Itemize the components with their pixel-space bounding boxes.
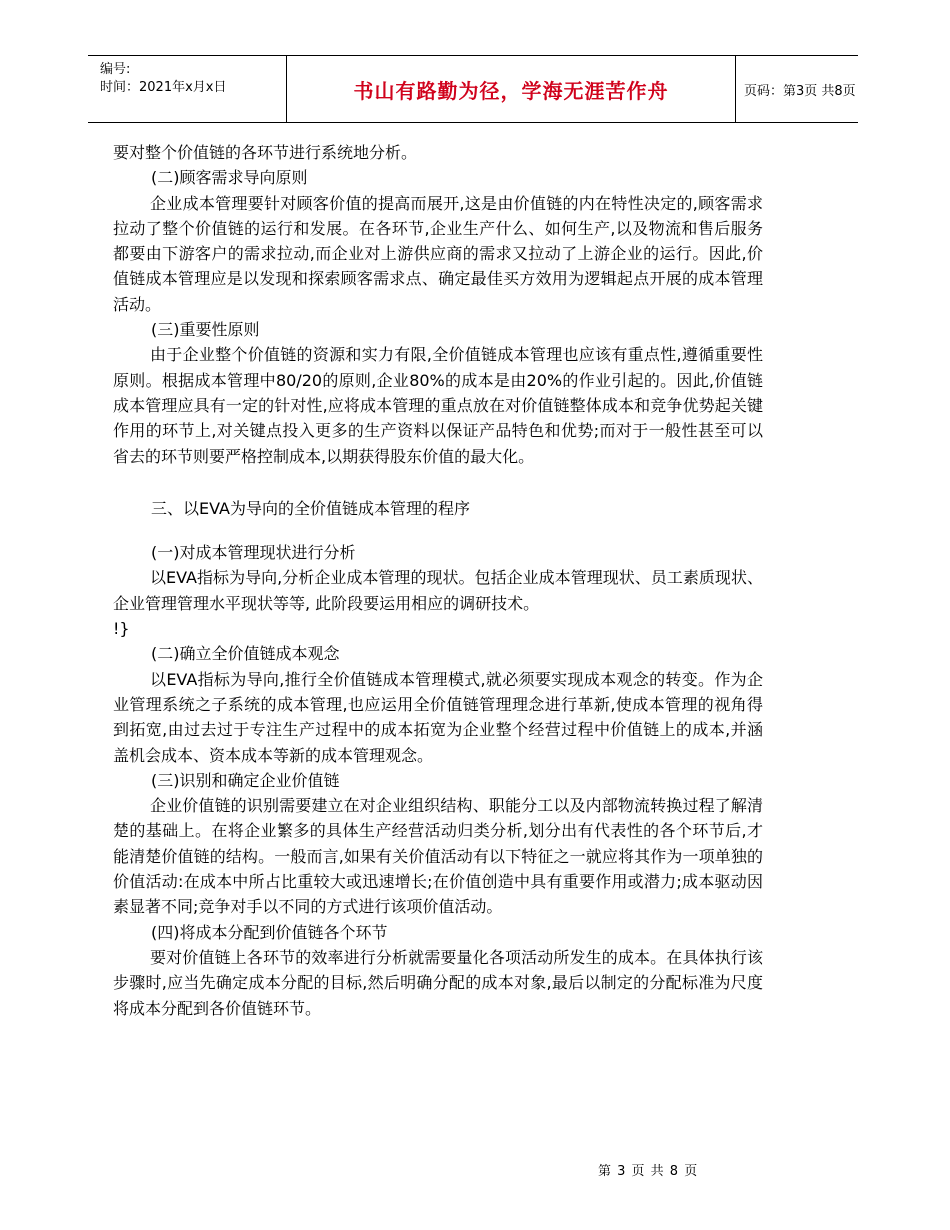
document-time-label: 时间：2021年x月x日: [100, 80, 227, 95]
paragraph: 以EVA指标为导向,分析企业成本管理的现状。包括企业成本管理现状、员工素质现状、企业管理管理水平现状等等, 此阶段要运用相应的调研技术。: [113, 568, 763, 613]
paragraph: 以EVA指标为导向,推行全价值链成本管理模式,就必须要实现成本观念的转变。作为企业管理系统之子系统的成本管理,也应运用全价值链管理理念进行革新,使成本管理的视角得到拓宽,由过去过于专注生产过程中的成本拓宽为企业整个经营过程中价值链上的成本,并涵盖机会成本、资本成本等新的成本管理观念。: [113, 669, 763, 765]
header-page-number: 页码：第3页 共8页: [744, 83, 856, 99]
paragraph: 由于企业整个价值链的资源和实力有限,全价值链成本管理也应该有重点性,遵循重要性原则。根据成本管理中80/20的原则,企业80%的成本是由20%的作业引起的。因此,价值链成本管理应具有一定的针对性,应将成本管理的重点放在对价值链整体成本和竞争优势起关键作用的环节上,对关键点投入更多的生产资料以保证产品特色和优势;而对于一般性甚至可以省去的环节则要严格控制成本,以期获得股东价值的最大化。: [113, 345, 763, 466]
section-heading: 三、以EVA为导向的全价值链成本管理的程序: [151, 498, 470, 518]
paragraph: 要对整个价值链的各环节进行系统地分析。: [113, 143, 418, 162]
subheading: (二)确立全价值链成本观念: [151, 644, 340, 664]
header-motto: 书山有路勤为径，学海无涯苦作舟: [286, 56, 736, 122]
subheading: (二)顾客需求导向原则: [151, 168, 308, 188]
page-footer: 第 3 页 共 8 页: [598, 1164, 699, 1179]
paragraph: 企业成本管理要针对顾客价值的提高而展开,这是由价值链的内在特性决定的,顾客需求拉动了整个价值链的运行和发展。在各环节,企业生产什么、如何生产,以及物流和售后服务都要由下游客户的需求拉动,而企业对上游供应商的需求又拉动了上游企业的运行。因此,价值链成本管理应是以发现和探索顾客需求点、确定最佳买方效用为逻辑起点开展的成本管理活动。: [113, 193, 763, 314]
subheading: (三)识别和确定企业价值链: [151, 770, 340, 790]
page-header: [88, 55, 858, 123]
paragraph: 要对价值链上各环节的效率进行分析就需要量化各项活动所发生的成本。在具体执行该步骤时,应当先确定成本分配的目标,然后明确分配的成本对象,最后以制定的分配标准为尺度将成本分配到各价值链环节。: [113, 947, 763, 1018]
header-meta: [88, 56, 286, 122]
subheading: (四)将成本分配到价值链各个环节: [151, 922, 388, 942]
document-number-label: 编号:: [100, 62, 131, 77]
subheading: (一)对成本管理现状进行分析: [151, 543, 356, 563]
subheading: (三)重要性原则: [151, 320, 260, 340]
stray-text: !}: [113, 619, 130, 639]
paragraph: 企业价值链的识别需要建立在对企业组织结构、职能分工以及内部物流转换过程了解清楚的基础上。在将企业繁多的具体生产经营活动归类分析,划分出有代表性的各个环节后,才能清楚价值链的结构。一般而言,如果有关价值活动有以下特征之一就应将其作为一项单独的价值活动:在成本中所占比重较大或迅速增长;在价值创造中具有重要作用或潜力;成本驱动因素显著不同;竞争对手以不同的方式进行该项价值活动。: [113, 796, 763, 917]
document-body: [113, 140, 763, 1021]
